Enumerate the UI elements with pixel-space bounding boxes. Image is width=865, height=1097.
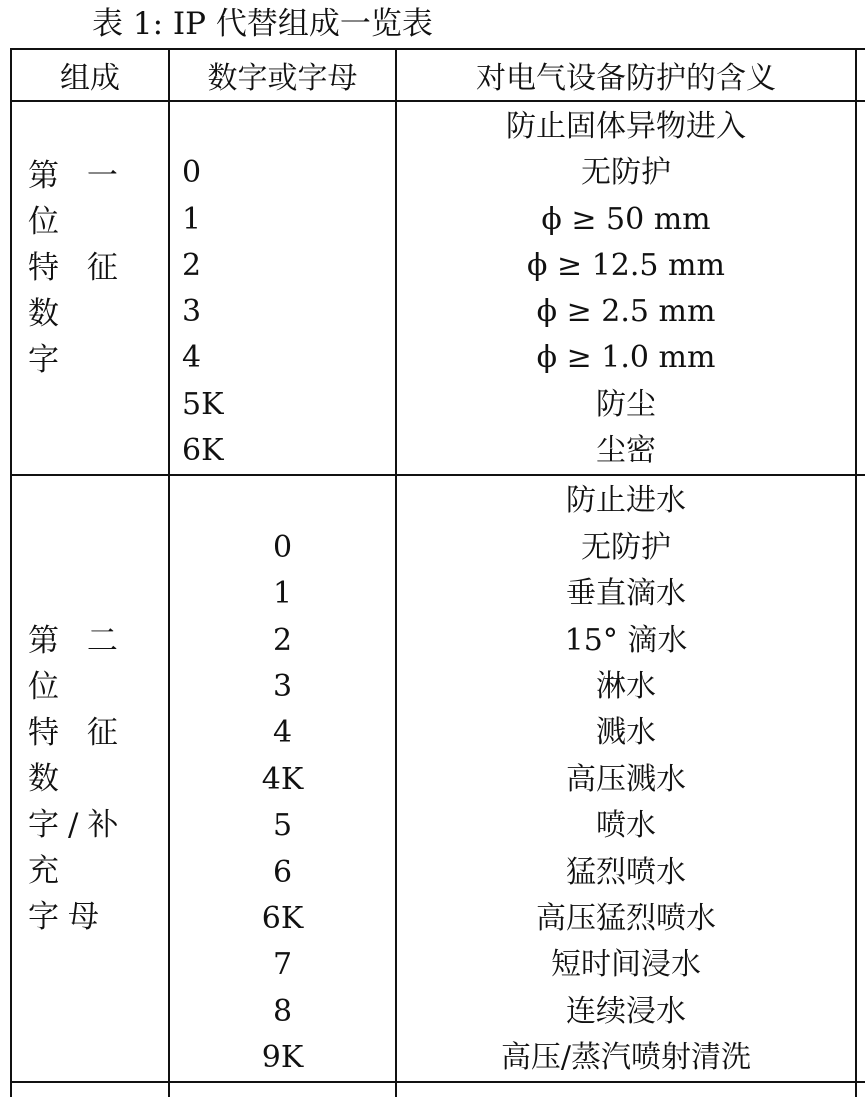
meaning-value: ϕ ≥ 2.5 mm [536,294,716,330]
code-value: 4K [261,761,304,797]
code-value: 5 [272,808,293,844]
component-cell [11,101,169,475]
component-line: 第 二 位 [28,622,127,705]
meaning-value: 防尘 [596,386,656,422]
group-first-digit [11,101,865,475]
component-cell [11,475,169,1082]
code-value [170,104,395,150]
meaning-value: ϕ ≥ 50 mm [541,201,711,237]
meaning-value: 猛烈喷水 [566,854,686,890]
code-value: 1 [272,576,293,612]
code-value: 4 [272,715,293,751]
code-value: 0 [182,155,202,191]
code-value: 9K [261,1040,304,1076]
code-value: 4 [182,340,202,376]
meaning-value: 无防护 [581,529,671,565]
component-line: 第 一 位 [28,158,127,241]
code-value: 7 [272,947,293,983]
code-value: 6K [261,900,304,936]
code-value [170,478,395,524]
meaning-value: 防止固体异物进入 [506,109,746,144]
group-second-digit [11,475,865,1082]
component-line: 字 [28,342,68,379]
code-value: 2 [272,622,293,658]
code-cell [169,475,396,1082]
meaning-value: 高压溅水 [566,761,686,797]
code-value: 5K [182,386,224,422]
meaning-value: 无防护 [581,155,671,191]
table-caption: 表 1: IP 代替组成一览表 [92,6,433,42]
header-component: 组成 [11,49,169,101]
header-code: 数字或字母 [169,49,396,101]
component-line: 特 征 数 [28,714,127,797]
code-value: 8 [272,993,293,1029]
extra-cell [856,101,865,475]
meaning-value: 15° 滴水 [564,622,688,658]
component-line: 字/补充 [28,806,128,889]
meaning-value: 连续浸水 [566,993,686,1029]
meaning-value: 溅水 [596,715,656,751]
meaning-cell [396,101,856,475]
header-meaning: 对电气设备防护的含义 [396,49,856,101]
code-value: 2 [182,247,202,283]
meaning-value: ϕ ≥ 12.5 mm [527,247,725,283]
code-value: 6K [182,433,224,469]
meaning-value: 防止进水 [566,483,686,519]
meaning-value: 高压猛烈喷水 [536,900,716,936]
meaning-value: 垂直滴水 [566,576,686,612]
code-value: 3 [182,294,202,330]
trailing-cell [396,1082,856,1097]
meaning-value: ϕ ≥ 1.0 mm [536,340,716,376]
meaning-cell [396,475,856,1082]
header-extra [856,49,865,101]
extra-cell [856,475,865,1082]
table-row [11,1082,865,1097]
ip-code-table [10,48,865,1097]
meaning-value: 短时间浸水 [551,947,701,983]
header-row [11,49,865,101]
code-cell [169,101,396,475]
component-line: 字母 [28,898,108,935]
code-value: 6 [272,854,293,890]
component-line: 特 征 数 [28,250,127,333]
trailing-cell [169,1082,396,1097]
trailing-cell [11,1082,169,1097]
meaning-value: 尘密 [596,433,656,469]
meaning-value: 高压/蒸汽喷射清洗 [500,1040,752,1076]
code-value: 3 [272,668,293,704]
code-value: 1 [182,201,202,237]
code-value: 0 [272,529,293,565]
meaning-value: 喷水 [596,808,656,844]
trailing-cell [856,1082,865,1097]
meaning-value: 淋水 [596,668,656,704]
